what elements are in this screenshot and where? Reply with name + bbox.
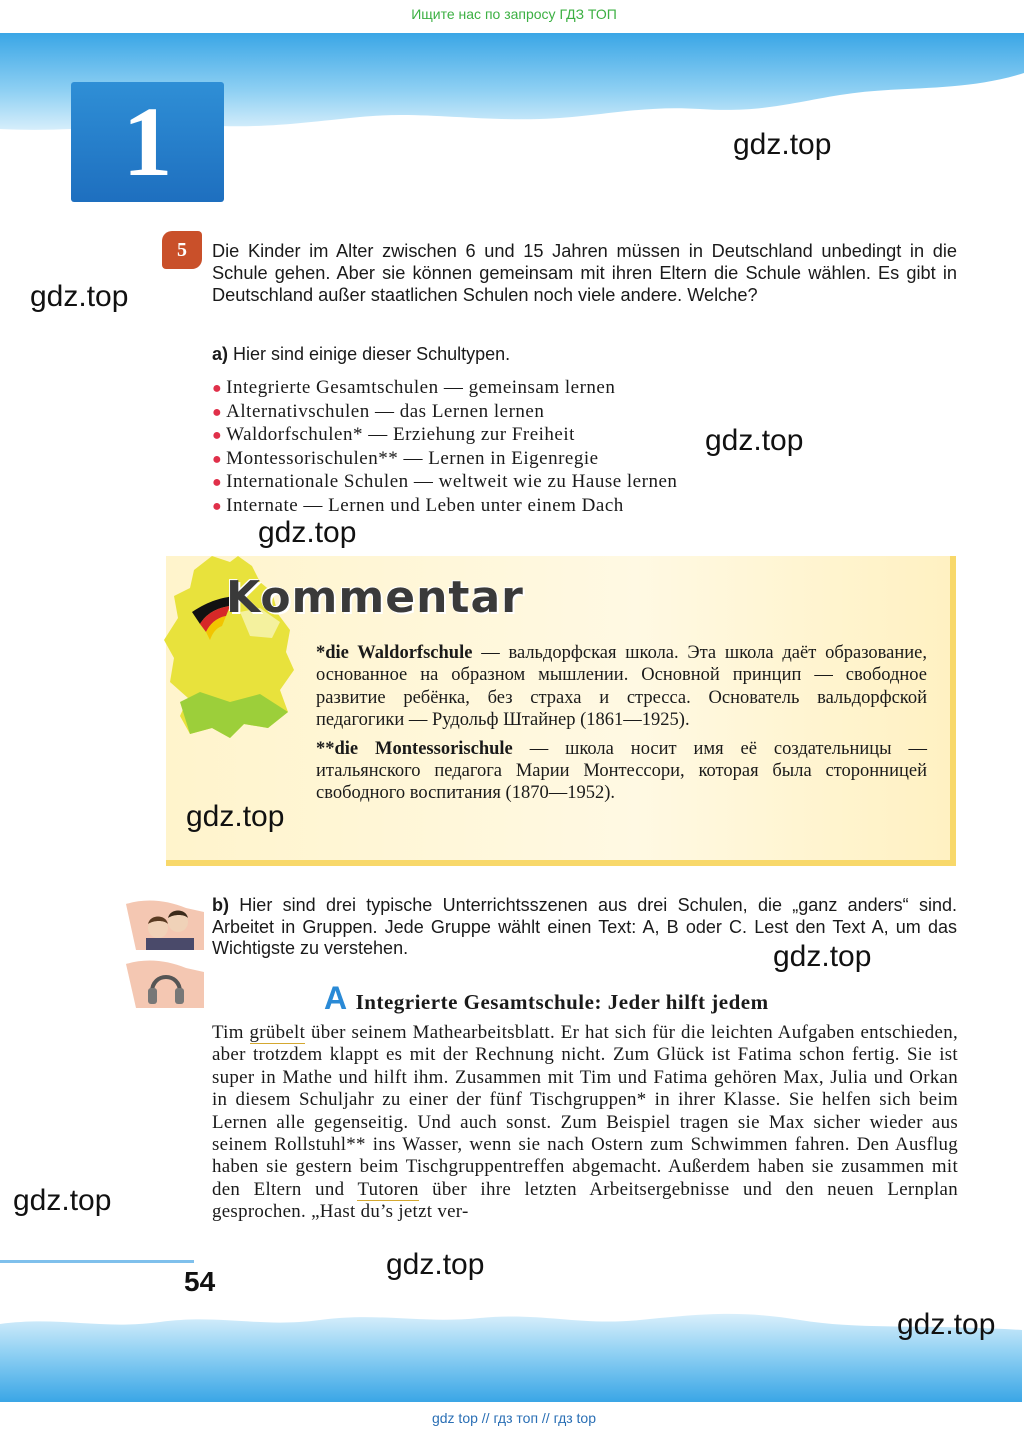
watermark: gdz.top: [733, 128, 832, 161]
text-a-body: Tim grübelt über seinem Mathearbeitsblatt. Er hat sich für die leichten Aufgaben entschieden, aber trotzdem klappt es mit der Rechnung nicht. Zum Glück ist Fatima schon fertig. Sie ist super in Mathe und hilft ihm. Zusammen mit Tim und Fatima gehören Max, Julia und Orkan in diesem Schuljahr zu einer der fünf Tischgruppen* in ihrer Klasse. Sie helfen sich beim Lernen alle gegenseitig. Und auch sonst. Zum Beispiel tragen sie Max sicher wieder aus seinem Rollstuhl** ins Wasser, wenn sie nach Ostern zum Schwimmen fahren. Den Ausflug haben sie gestern beim Tischgruppentreffen abgemacht. Außerdem haben sie zusammen mit den Eltern und Tutoren über ihre letzten Arbeitsergebnisse und den neuen Lernplan gesprochen. „Hast du’s jetzt ver-: [212, 1022, 958, 1223]
watermark: gdz.top: [773, 940, 872, 973]
kommentar-title: Kommentar: [226, 572, 524, 623]
page-number: 54: [184, 1266, 216, 1297]
headphones-icon: [126, 958, 204, 1008]
footer-band: [0, 1290, 1022, 1402]
task-a: [212, 344, 510, 365]
kommentar-note-1: *die Waldorfschule — вальдорфская школа. Эта школа даёт образование, основанное на образном мышлении. Основной принцип — свободное развитие ребёнка, без страха и стресса. Основатель вальдорфской педагогики — Рудольф Штайнер (1861—1925).: [316, 643, 927, 731]
watermark: gdz.top: [13, 1184, 112, 1217]
chapter-number: 1: [71, 82, 224, 202]
task-b-label: b): [212, 895, 229, 915]
list-item: ● Integrierte Gesamtschulen — gemeinsam lernen: [212, 377, 616, 398]
bullet-icon: ●: [212, 427, 223, 445]
task-a-text: Hier sind einige dieser Schultypen.: [228, 344, 511, 364]
list-item: ● Internationale Schulen — weltweit wie zu Hause lernen: [212, 471, 678, 493]
text-a-title: Integrierte Gesamtschule: Jeder hilft jedem: [355, 990, 769, 1014]
glossary-word: grübelt: [249, 1022, 306, 1043]
bullet-icon: ●: [212, 403, 223, 421]
list-item: ● Alternativschulen — das Lernen lernen: [212, 400, 545, 422]
watermark: gdz.top: [186, 800, 285, 833]
school-types-list: [212, 377, 677, 519]
intro-text: Die Kinder im Alter zwischen 6 und 15 Jahren müssen in Deutschland unbedingt in die Schule gehen. Aber sie können gemeinsam mit ihren Eltern die Schule wählen. Es gibt in Deutschland außer staatlichen Schulen noch viele andere. Welche?: [212, 241, 957, 305]
text-a-letter: A: [324, 980, 348, 1016]
top-note: Ищите нас по запросу ГДЗ ТОП: [411, 6, 617, 22]
watermark: gdz.top: [705, 424, 804, 457]
exercise-badge: 5: [162, 231, 202, 269]
group-work-icon: [126, 898, 204, 950]
page-number-line: [0, 1260, 194, 1263]
glossary-word: Tutoren: [357, 1178, 419, 1200]
bullet-icon: ●: [212, 450, 223, 468]
watermark: gdz.top: [386, 1248, 485, 1281]
task-b-text: Hier sind drei typische Unterrichtsszenen aus drei Schulen, die „ganz anders“ sind. Arbeitet in Gruppen. Jede Gruppe wählt einen Text: A, B oder C. Lest den Text A, um das Wichtigste zu verstehen.: [212, 895, 957, 959]
text-a-heading: [324, 980, 769, 1017]
watermark: gdz.top: [30, 280, 129, 313]
kommentar-text: [316, 642, 927, 811]
bullet-icon: ●: [212, 474, 223, 492]
bullet-icon: ●: [212, 497, 223, 515]
task-a-label: a): [212, 344, 229, 364]
bottom-note: gdz top // гдз топ // гдз top: [431, 1410, 597, 1426]
watermark: gdz.top: [897, 1308, 996, 1341]
bullet-icon: ●: [212, 380, 223, 397]
list-item: ● Internate — Lernen und Leben unter einem Dach: [212, 494, 624, 516]
watermark: gdz.top: [258, 516, 357, 549]
list-item: ● Montessorischulen** — Lernen in Eigenregie: [212, 447, 599, 469]
list-item: ● Waldorfschulen* — Erziehung zur Freiheit: [212, 424, 575, 446]
kommentar-note-2: **die Montessorischule — школа носит имя её создательницы — итальянского педагога Марии Монтессори, которая была сторонницей свободного воспитания (1870—1952).: [316, 738, 927, 804]
